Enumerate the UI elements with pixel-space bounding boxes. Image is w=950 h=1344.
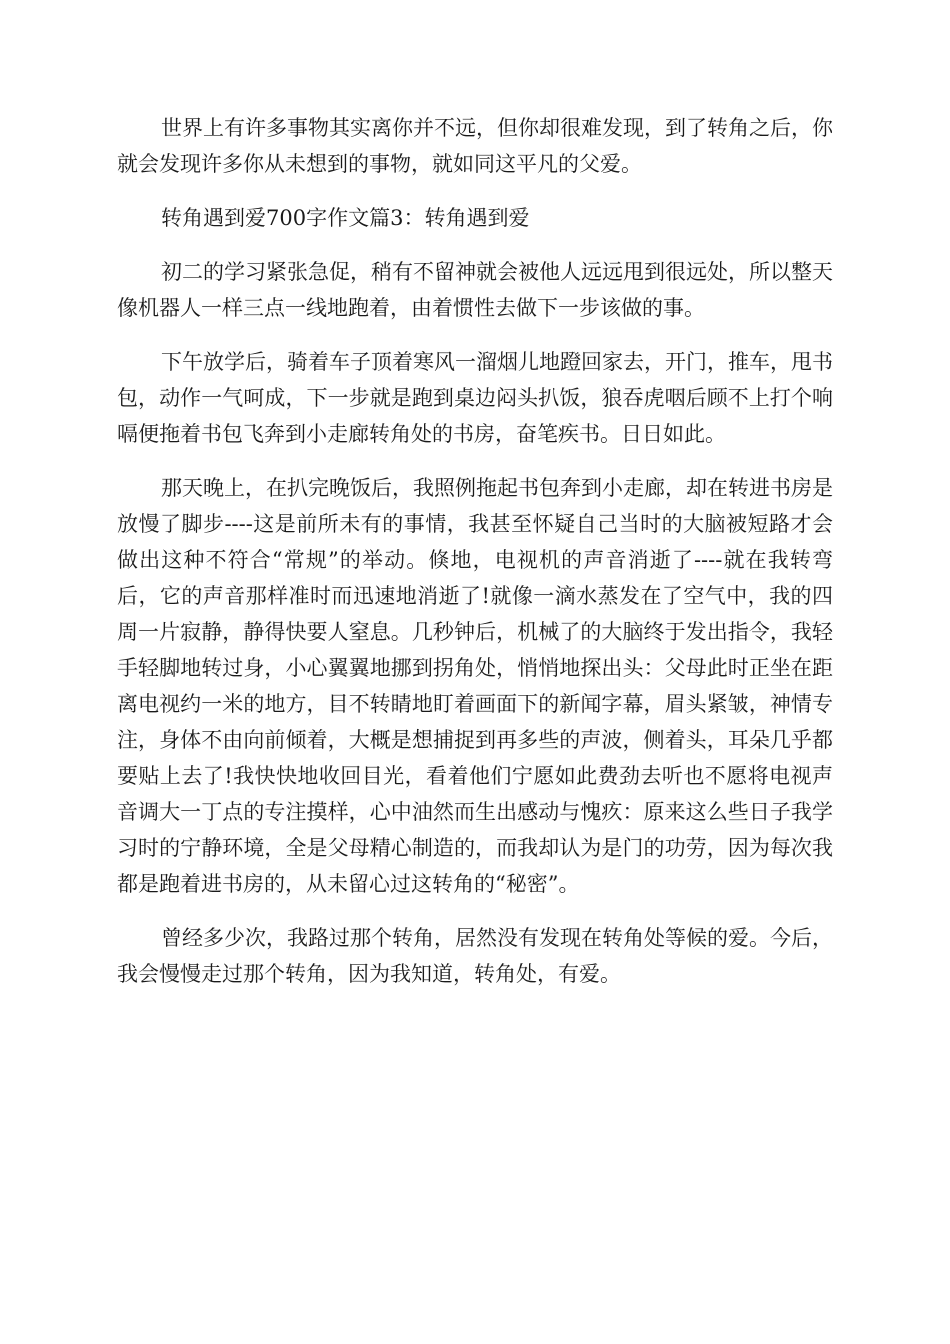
section-heading: 转角遇到爱700字作文篇3：转角遇到爱 [161, 206, 530, 230]
paragraph-evening: 那天晚上，在扒完晚饭后，我照例拖起书包奔到小走廊，却在转进书房是放慢了脚步----这是前所未有的事情，我甚至怀疑自己当时的大脑被短路才会做出这种不符合“常规”的举动。倏地，电视机的声音消逝了----就在我转弯后，它的声音那样准时而迅速地消逝了!就像一滴水蒸发在了空气中，我的四周一片寂静，静得快要人窒息。几秒钟后，机械了的大脑终于发出指令，我轻手轻脚地转过身，小心翼翼地挪到拐角处，悄悄地探出头：父母此时正坐在距离电视约一米的地方，目不转睛地盯着画面下的新闻字幕，眉头紧皱，神情专注，身体不由向前倾着，大概是想捕捉到再多些的声波，侧着头，耳朵几乎都要贴上去了!我快快地收回目光，看着他们宁愿如此费劲去听也不愿将电视声音调大一丁点的专注摸样，心中油然而生出感动与愧疚：原来这么些日子我学习时的宁静环境，全是父母精心制造的，而我却认为是门的功劳，因为每次我都是跑着进书房的，从未留心过这转角的“秘密”。 [117, 476, 833, 896]
document-page [117, 110, 833, 1010]
paragraph-intro: 世界上有许多事物其实离你并不远，但你却很难发现，到了转角之后，你就会发现许多你从未想到的事物，就如同这平凡的父爱。 [117, 116, 833, 176]
paragraph-conclusion: 曾经多少次，我路过那个转角，居然没有发现在转角处等候的爱。今后，我会慢慢走过那个转角，因为我知道，转角处，有爱。 [117, 926, 833, 986]
paragraph-afternoon: 下午放学后，骑着车子顶着寒风一溜烟儿地蹬回家去，开门，推车，甩书包，动作一气呵成，下一步就是跑到桌边闷头扒饭，狼吞虎咽后顾不上打个响嗝便拖着书包飞奔到小走廊转角处的书房，奋笔疾书。日日如此。 [117, 350, 833, 446]
paragraph-study: 初二的学习紧张急促，稍有不留神就会被他人远远甩到很远处，所以整天像机器人一样三点一线地跑着，由着惯性去做下一步该做的事。 [117, 260, 833, 320]
